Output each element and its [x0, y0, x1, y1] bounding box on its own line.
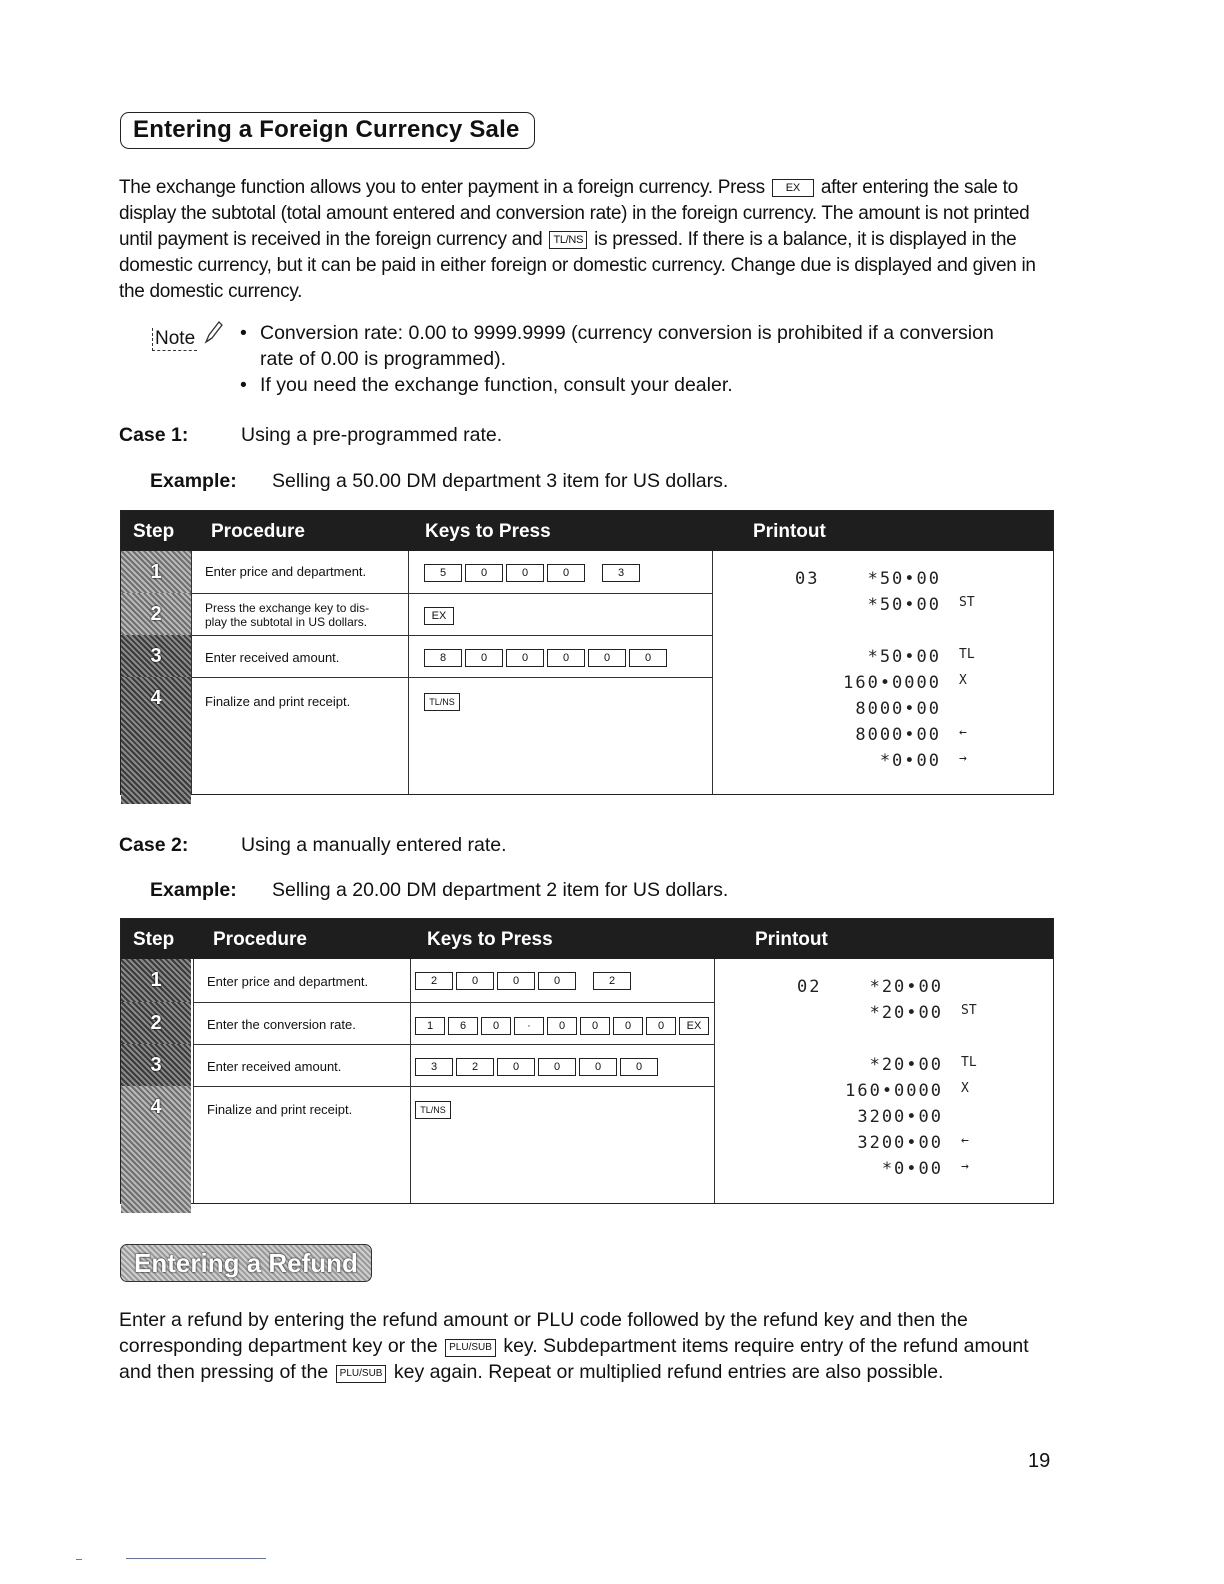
case2-example-text: Selling a 20.00 DM department 2 item for US dollars.: [272, 879, 729, 901]
step-number: 4: [121, 677, 191, 804]
case2-table: [120, 918, 1054, 1204]
intro-text-1: The exchange function allows you to enter payment in a foreign currency. Press: [119, 177, 765, 198]
note-icon: [152, 320, 224, 356]
case1-text: Using a pre-programmed rate.: [241, 424, 503, 446]
key-2: 2: [456, 1058, 494, 1076]
note-list: [240, 320, 1000, 398]
case1-line: [119, 424, 502, 447]
printout-line: *20•00 TL: [869, 1055, 977, 1075]
ex-key: EX: [424, 607, 454, 625]
plusub-key-inline: PLU/SUB: [336, 1365, 387, 1383]
case1-table: [120, 510, 1054, 795]
step-number: 2: [121, 1002, 191, 1054]
table-header: [121, 511, 1053, 551]
department-2-key: 2: [593, 972, 631, 990]
header-keys: Keys to Press: [425, 521, 551, 542]
keys-sequence: [415, 1101, 454, 1119]
key-0: 0: [547, 649, 585, 667]
step-number: 1: [121, 551, 191, 603]
department-3-key: 3: [602, 564, 640, 582]
procedure-text: Press the exchange key to dis- play the subtotal in US dollars.: [205, 601, 370, 629]
key-1: 1: [415, 1017, 445, 1035]
note-item: • Conversion rate: 0.00 to 9999.9999 (currency conversion is prohibited if a conversion rate of 0.00 is programmed).: [240, 320, 1000, 372]
key-0: 0: [547, 564, 585, 582]
printout-line: *50•00 ST: [867, 595, 975, 615]
key-0: 0: [456, 972, 494, 990]
printout-line: 02 *20•00: [797, 977, 943, 997]
procedure-text: Enter the conversion rate.: [207, 1017, 356, 1032]
header-procedure: Procedure: [211, 521, 305, 542]
printout-line: 8000•00: [855, 699, 941, 719]
printout-line: 03 *50•00: [795, 569, 941, 589]
printout-line: 3200•00 ←: [857, 1133, 969, 1153]
key-0: 0: [497, 1058, 535, 1076]
keys-sequence: [424, 564, 643, 582]
key-3: 3: [415, 1058, 453, 1076]
key-0: 0: [579, 1058, 617, 1076]
keys-sequence: [415, 1017, 712, 1035]
step-number: 3: [121, 1044, 191, 1096]
step-number: 1: [121, 959, 191, 1012]
note-item: • If you need the exchange function, consult your dealer.: [240, 372, 1000, 398]
key-0: 0: [547, 1017, 577, 1035]
key-0: 0: [465, 649, 503, 667]
key-0: 0: [588, 649, 626, 667]
tlns-key-inline: TL/NS: [549, 231, 587, 249]
step-number: 4: [121, 1086, 191, 1213]
case1-example-text: Selling a 50.00 DM department 3 item for US dollars.: [272, 470, 729, 492]
key-0: 0: [613, 1017, 643, 1035]
key-8: 8: [424, 649, 462, 667]
keys-sequence: [424, 693, 463, 711]
refund-text-3: key again. Repeat or multiplied refund entries are also possible.: [393, 1361, 944, 1383]
key-0: 0: [481, 1017, 511, 1035]
refund-text-2: key. Subdepartment items require entry of the refund amount and then pressing of the: [119, 1335, 1029, 1383]
step-number: 2: [121, 593, 191, 645]
refund-paragraph: [119, 1307, 1054, 1385]
step-number: 3: [121, 635, 191, 687]
case1-label: Case 1:: [119, 424, 189, 446]
keys-sequence: [415, 1058, 661, 1076]
key-0: 0: [580, 1017, 610, 1035]
section-heading-refund: Entering a Refund: [120, 1244, 372, 1282]
refund-text-1: Enter a refund by entering the refund amount or PLU code followed by the refund key and then the corresponding department key or the: [119, 1309, 968, 1357]
footer-rule: [126, 1558, 266, 1559]
procedure-text: Finalize and print receipt.: [205, 694, 351, 709]
note-label: Note: [152, 328, 197, 351]
key-5: 5: [424, 564, 462, 582]
case2-label: Case 2:: [119, 834, 189, 856]
keys-sequence: [424, 649, 670, 667]
case1-example-label: Example:: [150, 470, 237, 492]
key-0: 0: [465, 564, 503, 582]
key-0: 0: [538, 1058, 576, 1076]
case2-example-label: Example:: [150, 879, 237, 901]
intro-text-2: after entering the sale to display the subtotal (total amount entered and conversion rate) in the foreign currency. The amount is not printed until payment is received in the foreign currency and: [119, 177, 1030, 250]
printout-line: 160•0000 X: [843, 673, 967, 693]
procedure-text: Enter price and department.: [205, 564, 367, 579]
header-step: Step: [133, 521, 175, 542]
header-printout: Printout: [753, 521, 826, 542]
section-heading-foreign-currency: Entering a Foreign Currency Sale: [120, 112, 535, 149]
key-2: 2: [415, 972, 453, 990]
tlns-key: TL/NS: [424, 693, 460, 711]
intro-text-3: is pressed. If there is a balance, it is displayed in the domestic currency, but it can be paid in either foreign or domestic currency. Change due is displayed and given in the domestic currency.: [119, 229, 1036, 302]
procedure-text: Enter price and department.: [207, 974, 369, 989]
printout-line: *0•00 →: [879, 751, 967, 771]
key-0: 0: [646, 1017, 676, 1035]
key-0: 0: [506, 649, 544, 667]
pencil-icon: [202, 320, 224, 346]
printout-line: 160•0000 X: [845, 1081, 969, 1101]
header-procedure: Procedure: [213, 929, 307, 950]
printout-line: *50•00 TL: [867, 647, 975, 667]
case2-example-line: [150, 879, 728, 902]
header-keys: Keys to Press: [427, 929, 553, 950]
header-step: Step: [133, 929, 175, 950]
page-number: 19: [1028, 1450, 1051, 1472]
keys-sequence: [424, 607, 457, 625]
case2-text: Using a manually entered rate.: [241, 834, 507, 856]
decimal-point-key: ·: [514, 1017, 544, 1035]
table-header: [121, 919, 1053, 959]
plusub-key-inline: PLU/SUB: [445, 1339, 496, 1357]
printout-line: *20•00 ST: [869, 1003, 977, 1023]
header-printout: Printout: [755, 929, 828, 950]
procedure-text: Enter received amount.: [205, 650, 340, 665]
key-0: 0: [538, 972, 576, 990]
printout-line: 8000•00 ←: [855, 725, 967, 745]
ex-key: EX: [679, 1017, 709, 1035]
case1-example-line: [150, 470, 728, 493]
printout: [761, 569, 1051, 789]
key-6: 6: [448, 1017, 478, 1035]
case2-line: [119, 834, 507, 857]
printout-line: *0•00 →: [881, 1159, 969, 1179]
key-0: 0: [497, 972, 535, 990]
tlns-key: TL/NS: [415, 1101, 451, 1119]
key-0: 0: [629, 649, 667, 667]
printout: [763, 977, 1053, 1197]
printout-line: 3200•00: [857, 1107, 943, 1127]
keys-sequence: [415, 972, 634, 990]
procedure-text: Enter received amount.: [207, 1059, 342, 1074]
footer-mark: [76, 1559, 82, 1560]
procedure-text: Finalize and print receipt.: [207, 1102, 353, 1117]
key-0: 0: [620, 1058, 658, 1076]
key-0: 0: [506, 564, 544, 582]
intro-paragraph: [119, 175, 1059, 305]
ex-key-inline: EX: [772, 179, 814, 197]
